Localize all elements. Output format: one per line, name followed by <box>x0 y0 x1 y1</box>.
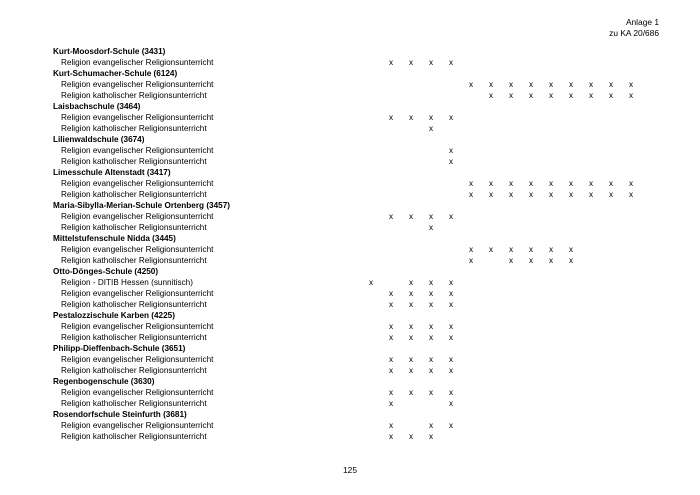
grade-mark: x <box>628 190 634 199</box>
subject-label: Religion evangelischer Religionsunterricht <box>61 212 214 221</box>
subject-row <box>0 366 700 377</box>
subject-label: Religion evangelischer Religionsunterricht <box>61 146 214 155</box>
subject-row <box>0 355 700 366</box>
grade-mark: x <box>448 322 454 331</box>
grade-mark: x <box>548 190 554 199</box>
subject-label: Religion katholischer Religionsunterricht <box>61 157 207 166</box>
subject-row <box>0 300 700 311</box>
grade-mark: x <box>408 432 414 441</box>
school-name: Lilienwaldschule (3674) <box>53 135 145 144</box>
grade-mark: x <box>448 421 454 430</box>
grade-mark: x <box>608 91 614 100</box>
school-name: Mittelstufenschule Nidda (3445) <box>53 234 176 243</box>
subject-row <box>0 113 700 124</box>
grade-mark: x <box>508 179 514 188</box>
school-name: Rosendorfschule Steinfurth (3681) <box>53 410 187 419</box>
subject-label: Religion katholischer Religionsunterricht <box>61 333 207 342</box>
grade-mark: x <box>408 278 414 287</box>
subject-label: Religion - DITIB Hessen (sunnitisch) <box>61 278 193 287</box>
subject-label: Religion evangelischer Religionsunterricht <box>61 58 214 67</box>
subject-label: Religion evangelischer Religionsunterricht <box>61 322 214 331</box>
grade-mark: x <box>408 366 414 375</box>
annex-document-ref: zu KA 20/686 <box>609 28 659 38</box>
page-number: 125 <box>343 465 357 475</box>
school-row <box>0 377 700 388</box>
school-name: Laisbachschule (3464) <box>53 102 141 111</box>
grade-mark: x <box>588 179 594 188</box>
grade-mark: x <box>428 289 434 298</box>
grade-mark: x <box>408 212 414 221</box>
grade-mark: x <box>448 146 454 155</box>
school-row <box>0 135 700 146</box>
grade-mark: x <box>528 179 534 188</box>
grade-mark: x <box>488 245 494 254</box>
grade-mark: x <box>388 388 394 397</box>
grade-mark: x <box>568 179 574 188</box>
grade-mark: x <box>568 245 574 254</box>
subject-label: Religion evangelischer Religionsunterricht <box>61 80 214 89</box>
subject-label: Religion evangelischer Religionsunterricht <box>61 421 214 430</box>
grade-mark: x <box>588 80 594 89</box>
grade-mark: x <box>408 322 414 331</box>
grade-mark: x <box>488 91 494 100</box>
grade-mark: x <box>508 190 514 199</box>
subject-label: Religion evangelischer Religionsunterricht <box>61 245 214 254</box>
grade-mark: x <box>568 80 574 89</box>
grade-mark: x <box>528 91 534 100</box>
grade-mark: x <box>488 179 494 188</box>
grade-mark: x <box>428 388 434 397</box>
school-name: Pestalozzischule Karben (4225) <box>53 311 175 320</box>
subject-row <box>0 432 700 443</box>
grade-mark: x <box>628 91 634 100</box>
school-name: Otto-Dönges-Schule (4250) <box>53 267 159 276</box>
grade-mark: x <box>468 256 474 265</box>
subject-row <box>0 388 700 399</box>
grade-mark: x <box>388 333 394 342</box>
grade-mark: x <box>588 91 594 100</box>
grade-mark: x <box>428 421 434 430</box>
grade-mark: x <box>448 399 454 408</box>
subject-label: Religion katholischer Religionsunterricht <box>61 190 207 199</box>
grade-mark: x <box>548 91 554 100</box>
grade-mark: x <box>388 113 394 122</box>
grade-mark: x <box>628 80 634 89</box>
grade-mark: x <box>428 366 434 375</box>
grade-mark: x <box>368 278 374 287</box>
subject-label: Religion katholischer Religionsunterricht <box>61 124 207 133</box>
grade-mark: x <box>528 256 534 265</box>
grade-mark: x <box>388 399 394 408</box>
school-name: Kurt-Schumacher-Schule (6124) <box>53 69 178 78</box>
subject-row <box>0 190 700 201</box>
grade-mark: x <box>408 333 414 342</box>
grade-mark: x <box>548 256 554 265</box>
grade-mark: x <box>448 278 454 287</box>
grade-mark: x <box>508 256 514 265</box>
annex-reference <box>609 17 659 39</box>
grade-mark: x <box>568 190 574 199</box>
grade-mark: x <box>548 179 554 188</box>
grade-mark: x <box>568 91 574 100</box>
grade-mark: x <box>388 212 394 221</box>
grade-mark: x <box>388 289 394 298</box>
grade-mark: x <box>428 223 434 232</box>
grade-mark: x <box>468 80 474 89</box>
grade-mark: x <box>608 179 614 188</box>
grade-mark: x <box>508 80 514 89</box>
grade-mark: x <box>468 179 474 188</box>
grade-mark: x <box>428 333 434 342</box>
grade-mark: x <box>448 355 454 364</box>
grade-mark: x <box>508 91 514 100</box>
grade-mark: x <box>468 245 474 254</box>
grade-mark: x <box>528 80 534 89</box>
grade-mark: x <box>528 190 534 199</box>
subject-label: Religion katholischer Religionsunterricht <box>61 432 207 441</box>
subject-label: Religion katholischer Religionsunterricht <box>61 256 207 265</box>
subject-row <box>0 333 700 344</box>
subject-row <box>0 421 700 432</box>
grade-mark: x <box>468 190 474 199</box>
grade-mark: x <box>408 300 414 309</box>
grade-mark: x <box>388 322 394 331</box>
grade-mark: x <box>488 80 494 89</box>
grade-mark: x <box>428 113 434 122</box>
school-row <box>0 168 700 179</box>
subject-label: Religion evangelischer Religionsunterricht <box>61 179 214 188</box>
grade-mark: x <box>428 212 434 221</box>
grade-mark: x <box>548 245 554 254</box>
subject-row <box>0 278 700 289</box>
grade-mark: x <box>388 421 394 430</box>
subject-row <box>0 58 700 69</box>
school-name: Regenbogenschule (3630) <box>53 377 155 386</box>
grade-mark: x <box>408 355 414 364</box>
grade-mark: x <box>428 432 434 441</box>
subject-label: Religion katholischer Religionsunterricht <box>61 366 207 375</box>
grade-mark: x <box>428 355 434 364</box>
school-row <box>0 69 700 80</box>
grade-mark: x <box>548 80 554 89</box>
grade-mark: x <box>388 366 394 375</box>
grade-mark: x <box>568 256 574 265</box>
grade-mark: x <box>388 300 394 309</box>
school-row <box>0 47 700 58</box>
grade-mark: x <box>428 124 434 133</box>
grade-mark: x <box>508 245 514 254</box>
grade-mark: x <box>408 388 414 397</box>
subject-row <box>0 289 700 300</box>
subject-row <box>0 124 700 135</box>
school-row <box>0 201 700 212</box>
grade-mark: x <box>448 300 454 309</box>
subject-row <box>0 91 700 102</box>
school-row <box>0 102 700 113</box>
grade-mark: x <box>448 212 454 221</box>
subject-row <box>0 146 700 157</box>
grade-mark: x <box>448 289 454 298</box>
subject-label: Religion evangelischer Religionsunterricht <box>61 113 214 122</box>
subject-row <box>0 256 700 267</box>
grade-mark: x <box>448 113 454 122</box>
grade-mark: x <box>428 322 434 331</box>
grade-mark: x <box>428 278 434 287</box>
school-name: Philipp-Dieffenbach-Schule (3651) <box>53 344 186 353</box>
grade-mark: x <box>388 58 394 67</box>
subject-label: Religion evangelischer Religionsunterricht <box>61 388 214 397</box>
subject-row <box>0 80 700 91</box>
school-row <box>0 311 700 322</box>
school-name: Maria-Sibylla-Merian-Schule Ortenberg (3457) <box>53 201 230 210</box>
school-row <box>0 410 700 421</box>
subject-row <box>0 179 700 190</box>
school-row <box>0 267 700 278</box>
subject-label: Religion katholischer Religionsunterricht <box>61 91 207 100</box>
grade-mark: x <box>608 190 614 199</box>
school-subject-table <box>0 47 700 443</box>
annex-label: Anlage 1 <box>625 17 659 27</box>
grade-mark: x <box>448 388 454 397</box>
grade-mark: x <box>388 355 394 364</box>
grade-mark: x <box>528 245 534 254</box>
subject-label: Religion evangelischer Religionsunterricht <box>61 289 214 298</box>
subject-label: Religion katholischer Religionsunterricht <box>61 399 207 408</box>
grade-mark: x <box>388 432 394 441</box>
grade-mark: x <box>448 157 454 166</box>
grade-mark: x <box>588 190 594 199</box>
grade-mark: x <box>448 58 454 67</box>
grade-mark: x <box>428 58 434 67</box>
school-row <box>0 234 700 245</box>
subject-label: Religion katholischer Religionsunterricht <box>61 300 207 309</box>
school-name: Kurt-Moosdorf-Schule (3431) <box>53 47 166 56</box>
school-row <box>0 344 700 355</box>
grade-mark: x <box>408 58 414 67</box>
grade-mark: x <box>448 333 454 342</box>
subject-row <box>0 212 700 223</box>
grade-mark: x <box>408 289 414 298</box>
subject-label: Religion katholischer Religionsunterricht <box>61 223 207 232</box>
subject-row <box>0 223 700 234</box>
subject-row <box>0 322 700 333</box>
grade-mark: x <box>448 366 454 375</box>
grade-mark: x <box>608 80 614 89</box>
subject-row <box>0 157 700 168</box>
subject-row <box>0 399 700 410</box>
grade-mark: x <box>488 190 494 199</box>
subject-label: Religion evangelischer Religionsunterricht <box>61 355 214 364</box>
school-name: Limesschule Altenstadt (3417) <box>53 168 171 177</box>
subject-row <box>0 245 700 256</box>
grade-mark: x <box>628 179 634 188</box>
grade-mark: x <box>408 113 414 122</box>
grade-mark: x <box>428 300 434 309</box>
